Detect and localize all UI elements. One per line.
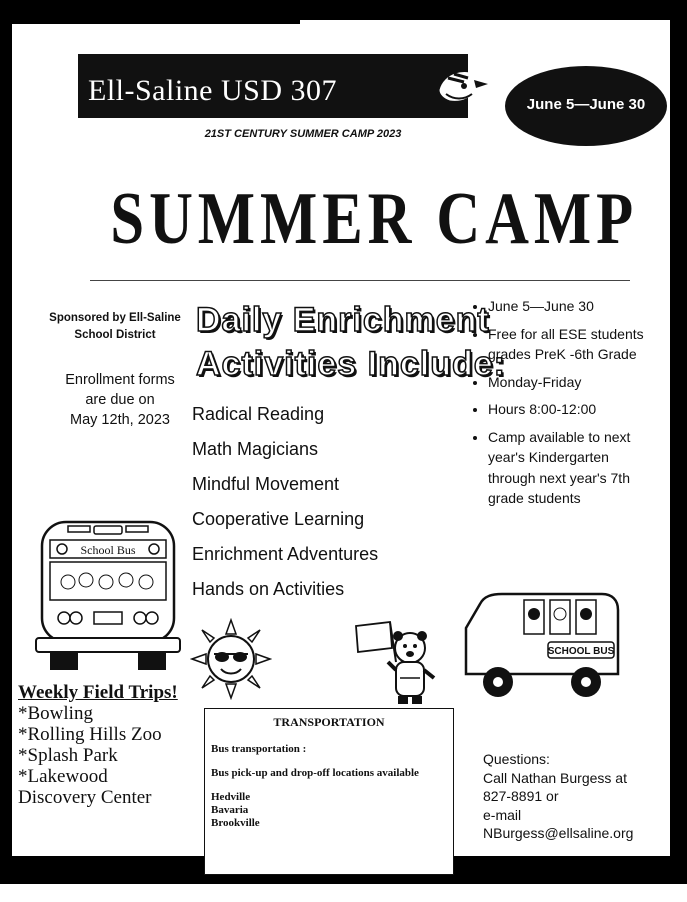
field-trip-item: *Rolling Hills Zoo: [18, 724, 162, 745]
eagle-mascot-icon: [434, 64, 490, 108]
sponsor-line: School District: [74, 329, 156, 341]
scan-edge-top-inner: [0, 20, 300, 24]
school-bus-side-icon: [462, 584, 622, 704]
detail-item: • June 5—June 30: [488, 296, 648, 317]
town-item: Bavaria: [211, 804, 249, 816]
enrollment-line: Enrollment forms: [65, 372, 175, 388]
field-trips-section: [18, 682, 178, 808]
contact-phone: 827-8891 or: [483, 788, 559, 804]
transportation-box: [204, 708, 454, 875]
field-trip-item: Discovery Center: [18, 787, 152, 808]
contact-name-line: Call Nathan Burgess at: [483, 769, 627, 786]
activity-item: Math Magicians: [192, 439, 319, 459]
district-title: Ell-Saline USD 307: [88, 74, 337, 107]
detail-item: • Camp available to next year's Kindergarten through next year's 7th grade students: [488, 427, 648, 509]
activity-item: Cooperative Learning: [192, 509, 365, 529]
sponsor-line: Sponsored by Ell-Saline: [49, 312, 181, 324]
pickup-dropoff-line: Bus pick-up and drop-off locations available: [211, 767, 419, 779]
field-trip-item: *Bowling: [18, 703, 93, 724]
title-divider: [90, 280, 630, 281]
bus-transportation-line: Bus transportation :: [211, 743, 307, 755]
scan-edge-right: [670, 0, 687, 902]
scan-edge-top: [0, 0, 687, 20]
questions-line: Questions:: [483, 751, 550, 767]
sun-sunglasses-icon: [190, 618, 272, 700]
enrollment-deadline: May 12th, 2023: [70, 412, 170, 428]
camp-dates-badge: June 5—June 30: [526, 96, 646, 113]
activity-item: Radical Reading: [192, 404, 325, 424]
scan-edge-bottom-margin: [0, 884, 687, 902]
towns-list: [211, 791, 260, 830]
field-trips-title: Weekly Field Trips!: [18, 682, 178, 703]
detail-item: • Hours 8:00-12:00: [488, 399, 648, 420]
field-trip-item: *Splash Park: [18, 745, 118, 766]
school-bus-front-icon: [28, 510, 188, 680]
left-bus-label: School Bus: [80, 543, 136, 557]
detail-item: • Monday-Friday: [488, 372, 648, 393]
enrollment-note: [50, 370, 190, 430]
main-title: SUMMER CAMP: [110, 178, 639, 260]
sponsor-note: [40, 310, 190, 344]
activities-list: [192, 400, 378, 610]
town-item: Hedville: [211, 791, 251, 803]
activity-item: Enrichment Adventures: [192, 544, 379, 564]
bear-holding-sign-icon: [350, 618, 442, 710]
town-item: Brookville: [211, 817, 260, 829]
questions-contact: [483, 750, 633, 843]
detail-item: • Free for all ESE students grades PreK -6th Grade: [488, 324, 648, 365]
right-bus-label: SCHOOL BUS: [547, 646, 615, 657]
activity-item: Mindful Movement: [192, 474, 340, 494]
enrichment-heading-line: Activities Include:: [196, 345, 506, 383]
camp-details-list: [476, 296, 648, 516]
field-trip-item: *Lakewood: [18, 766, 108, 787]
email-label: e-mail: [483, 806, 522, 823]
enrichment-heading-line: Daily Enrichment: [196, 301, 490, 339]
enrollment-line: are due on: [85, 392, 155, 408]
enrichment-heading: [196, 298, 506, 386]
contact-email[interactable]: NBurgess@ellsaline.org: [483, 825, 634, 841]
transportation-title: TRANSPORTATION: [273, 715, 385, 729]
camp-subtitle: 21ST CENTURY SUMMER CAMP 2023: [204, 128, 402, 140]
scan-edge-left: [0, 0, 12, 902]
activity-item: Hands on Activities: [192, 579, 345, 599]
